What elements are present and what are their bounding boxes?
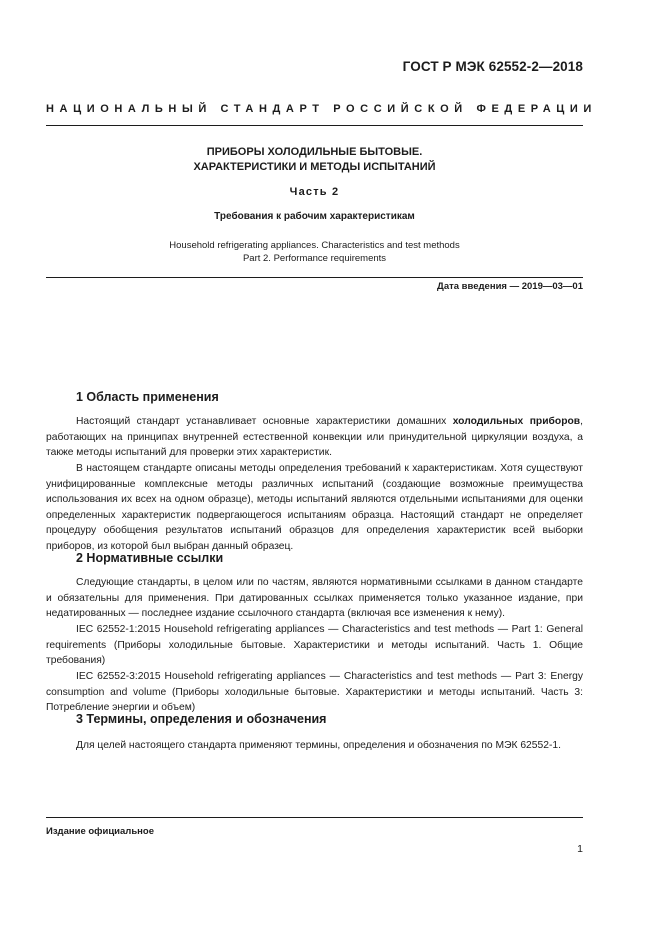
title-line-2: ХАРАКТЕРИСТИКИ И МЕТОДЫ ИСПЫТАНИЙ (193, 161, 436, 173)
title-divider (46, 277, 583, 278)
section-3-heading: 3 Термины, определения и обозначения (76, 712, 327, 726)
page-number: 1 (577, 843, 583, 855)
section-1-paragraph-1-end: , работающих на принципах внутренней естественной конвекции или принудительной циркуляции воздуха, а также методы испытаний для проверки этих характеристик. (46, 416, 583, 459)
edition-label: Издание официальное (46, 826, 154, 837)
header-divider (46, 125, 583, 126)
part-subtitle: Требования к рабочим характеристикам (214, 211, 415, 222)
title-line-1: ПРИБОРЫ ХОЛОДИЛЬНЫЕ БЫТОВЫЕ. (206, 146, 423, 158)
section-2-reference-2: IEC 62552-3:2015 Household refrigerating appliances — Characteristics and test methods — Part 3: Energy consumption and volume (Приборы холодильные бытовые. Характеристики и методы испытаний. Часть 3: Потребление энергии и объем) (46, 671, 583, 714)
section-1-paragraph-1-start: Настоящий стандарт устанавливает основные характеристики домашних (76, 416, 453, 427)
effective-date: Дата введения — 2019—03—01 (437, 281, 583, 292)
document-title (46, 145, 583, 175)
document-number: ГОСТ Р МЭК 62552-2—2018 (402, 59, 583, 74)
english-title-line-2: Part 2. Performance requirements (242, 253, 387, 264)
section-3-paragraph-1: Для целей настоящего стандарта применяют термины, определения и обозначения по МЭК 62552-1. (76, 740, 561, 751)
footer-divider (46, 817, 583, 818)
english-title-line-1: Household refrigerating appliances. Characteristics and test methods (169, 240, 460, 251)
national-standard-heading: НАЦИОНАЛЬНЫЙ СТАНДАРТ РОССИЙСКОЙ ФЕДЕРАЦИИ (46, 103, 597, 115)
section-1-bold-term: холодильных приборов (452, 416, 581, 427)
section-2-heading: 2 Нормативные ссылки (76, 551, 224, 565)
section-2-reference-1: IEC 62552-1:2015 Household refrigerating appliances — Characteristics and test methods — Part 1: General requirements (Приборы холодильные бытовые. Характеристики и методы испытаний. Часть 1. Общие требования) (46, 624, 583, 667)
part-label: Часть 2 (289, 186, 340, 198)
section-1-paragraph-2: В настоящем стандарте описаны методы определения требований к характеристикам. Хотя существуют унифицированные комплексные методы различных испытаний (создающие возможные преимущества использования их всех на одном образце), методы испытаний являются отдельными испытаниями для оценки определенных характеристик подвергающегося испытаниям образца. Настоящий стандарт не определяет процедуру обобщения результатов испытаний образцов для определения характеристик всей выборки приборов, из которой был выбран данный образец. (46, 463, 583, 552)
section-2-paragraph-1: Следующие стандарты, в целом или по частям, являются нормативными ссылками в данном стандарте и обязательны для применения. При датированных ссылках применяется только указанное издание, при недатированных — последнее издание ссылочного стандарта (включая все изменения к нему). (46, 577, 583, 620)
section-1-heading: 1 Область применения (76, 390, 219, 404)
english-title (46, 239, 583, 265)
section-1-paragraph-1 (46, 414, 583, 461)
